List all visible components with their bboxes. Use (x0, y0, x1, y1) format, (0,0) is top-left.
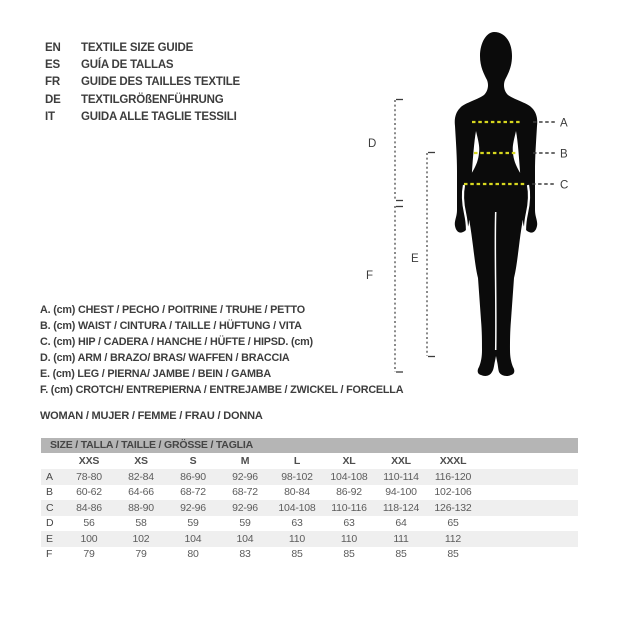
size-cell: 104 (236, 532, 254, 545)
size-column-header: XS (134, 455, 148, 467)
size-row-label: C (46, 501, 54, 514)
size-cell: 102 (132, 532, 150, 545)
measurement-legend-line: C. (cm) HIP / CADERA / HANCHE / HÜFTE / HIPSD. (cm) (40, 336, 313, 349)
size-cell: 100 (80, 532, 98, 545)
size-cell: 83 (239, 548, 251, 561)
size-cell: 65 (447, 517, 459, 530)
size-cell: 85 (447, 548, 459, 561)
hip-label: C (560, 179, 569, 192)
measurement-legend (40, 304, 403, 401)
language-code: IT (45, 111, 55, 124)
size-column-header: M (240, 455, 250, 467)
size-table-row (41, 531, 578, 547)
size-cell: 110-116 (331, 501, 367, 514)
measurement-legend-line: B. (cm) WAIST / CINTURA / TAILLE / HÜFTUNG / VITA (40, 320, 302, 333)
size-row-label: D (46, 517, 54, 530)
size-cell: 56 (83, 517, 95, 530)
size-row-label: A (46, 470, 53, 483)
size-cell: 92-96 (180, 501, 206, 514)
size-table-row (41, 547, 578, 563)
language-title: TEXTILGRÖßENFÜHRUNG (81, 93, 224, 106)
size-table-title: SIZE / TALLA / TAILLE / GRÖSSE / TAGLIA (41, 438, 578, 453)
size-cell: 88-90 (128, 501, 154, 514)
measurement-legend-line: E. (cm) LEG / PIERNA/ JAMBE / BEIN / GAMBA (40, 368, 271, 381)
size-cell: 102-106 (434, 486, 472, 499)
size-cell: 59 (239, 517, 251, 530)
size-cell: 84-86 (76, 501, 102, 514)
size-column-header: XXS (78, 455, 100, 467)
arm-label: D (368, 138, 377, 150)
size-cell: 64-66 (128, 486, 154, 499)
size-table-row (41, 469, 578, 485)
size-column-header: XXXL (439, 455, 467, 467)
size-cell: 92-96 (232, 501, 258, 514)
size-cell: 63 (291, 517, 303, 530)
size-column-header: S (189, 455, 197, 467)
size-cell: 86-90 (180, 470, 206, 483)
size-table-row (41, 516, 578, 532)
size-cell: 59 (187, 517, 199, 530)
size-cell: 82-84 (128, 470, 154, 483)
size-cell: 64 (395, 517, 407, 530)
size-cell: 80 (187, 548, 199, 561)
leg-gap (495, 212, 496, 350)
size-cell: 112 (444, 532, 462, 545)
language-code: FR (45, 76, 60, 89)
language-row (45, 91, 240, 108)
language-title: TEXTILE SIZE GUIDE (81, 41, 194, 54)
language-row (45, 109, 240, 126)
gender-line: WOMAN / MUJER / FEMME / FRAU / DONNA (40, 410, 263, 422)
crotch-label: F (366, 270, 374, 282)
size-cell: 79 (83, 548, 95, 561)
size-row-label: E (46, 532, 53, 545)
waist-label: B (560, 148, 568, 161)
size-cell: 78-80 (76, 470, 102, 483)
language-code: DE (45, 93, 61, 106)
size-cell: 104 (184, 532, 202, 545)
size-row-label: B (46, 486, 53, 499)
size-cell: 118-124 (382, 501, 420, 514)
size-cell: 111 (393, 532, 409, 545)
language-row (45, 74, 240, 91)
language-row (45, 39, 240, 56)
language-title: GUÍA DE TALLAS (81, 59, 174, 72)
chest-label: A (560, 117, 568, 130)
size-cell: 60-62 (76, 486, 102, 499)
size-cell: 126-132 (434, 501, 472, 514)
size-cell: 80-84 (284, 486, 310, 499)
language-code: ES (45, 59, 60, 72)
size-cell: 85 (291, 548, 303, 561)
language-row (45, 56, 240, 73)
language-list (45, 39, 240, 126)
size-cell: 63 (343, 517, 355, 530)
size-cell: 116-120 (434, 470, 472, 483)
size-column-header: L (293, 455, 301, 467)
size-cell: 110 (288, 532, 306, 545)
size-cell: 68-72 (180, 486, 206, 499)
language-title: GUIDE DES TAILLES TEXTILE (81, 76, 240, 89)
size-cell: 79 (135, 548, 147, 561)
language-code: EN (45, 41, 61, 54)
size-column-header: XXL (391, 455, 411, 467)
size-cell: 68-72 (232, 486, 258, 499)
size-columns-row (41, 453, 578, 469)
size-row-label: F (46, 548, 53, 561)
size-cell: 104-108 (278, 501, 316, 514)
size-cell: 86-92 (336, 486, 362, 499)
size-table (41, 438, 578, 562)
size-table-row (41, 500, 578, 516)
size-cell: 85 (343, 548, 355, 561)
measurement-legend-line: D. (cm) ARM / BRAZO/ BRAS/ WAFFEN / BRACCIA (40, 352, 290, 365)
size-table-body (41, 469, 578, 562)
size-cell: 98-102 (281, 470, 313, 483)
size-cell: 92-96 (232, 470, 258, 483)
size-cell: 85 (395, 548, 407, 561)
size-cell: 58 (135, 517, 147, 530)
size-cell: 110 (340, 532, 358, 545)
size-cell: 104-108 (330, 470, 368, 483)
size-table-row (41, 485, 578, 501)
measurement-legend-line: A. (cm) CHEST / PECHO / POITRINE / TRUHE / PETTO (40, 304, 305, 316)
size-cell: 110-114 (383, 470, 419, 483)
leg-label: E (411, 253, 419, 265)
size-column-header: XL (342, 455, 356, 467)
size-cell: 94-100 (385, 486, 417, 499)
measurement-legend-line: F. (cm) CROTCH/ ENTREPIERNA / ENTREJAMBE / ZWICKEL / FORCELLA (40, 384, 404, 397)
language-title: GUIDA ALLE TAGLIE TESSILI (81, 111, 237, 124)
